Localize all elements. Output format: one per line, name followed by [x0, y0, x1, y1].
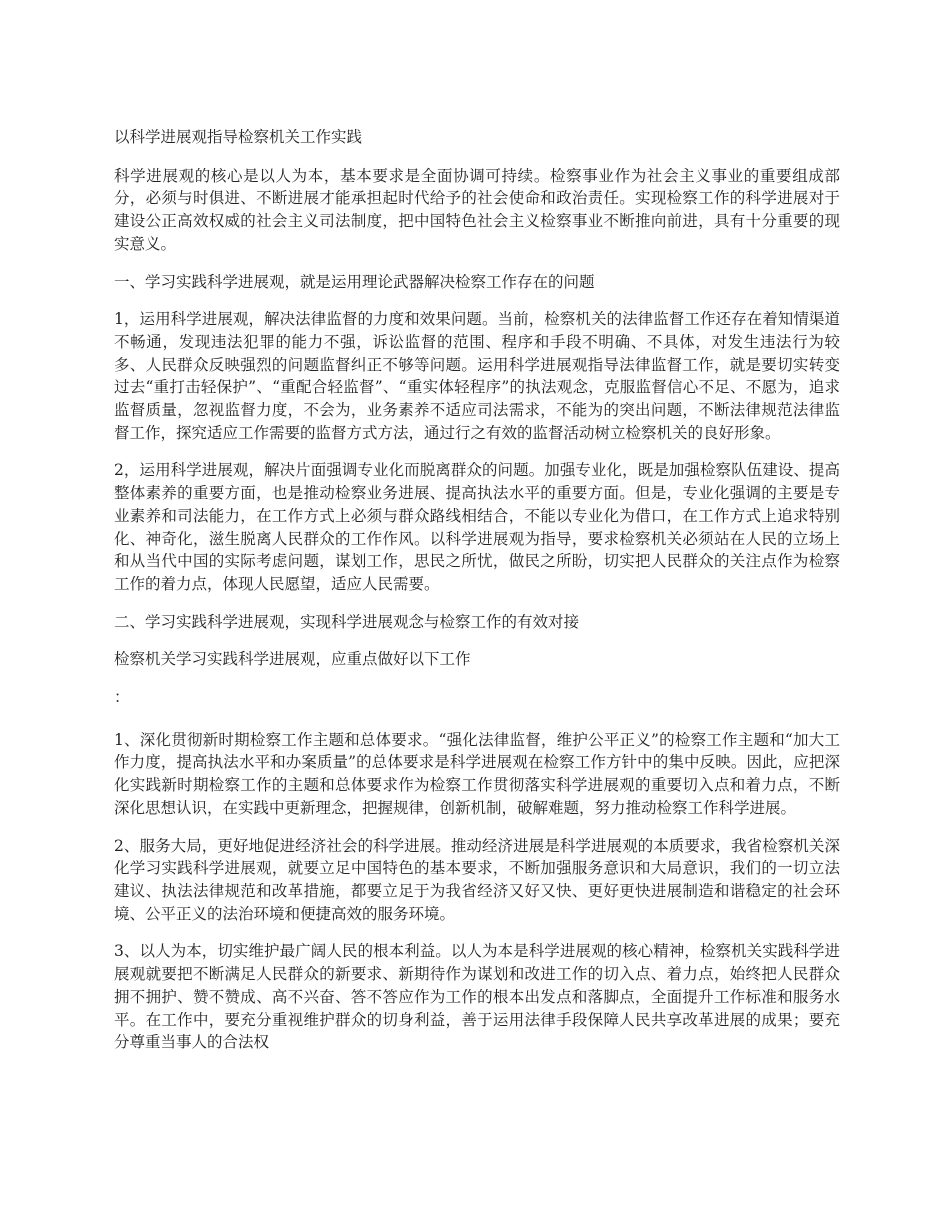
paragraph-2-1: 1、深化贯彻新时期检察工作主题和总体要求。“强化法律监督，维护公平正义”的检察工作主题和“加大工作力度，提高执法水平和办案质量”的总体要求是科学进展观在检察工作方针中的集中反映。因此，应把深化实践新时期检察工作的主题和总体要求作为检察工作贯彻落实科学进展观的重要切入点和着力点，不断深化思想认识，在实践中更新理念，把握规律，创新机制，破解难题，努力推动检察工作科学进展。 — [114, 730, 840, 817]
section-2-intro: 检察机关学习实践科学进展观，应重点做好以下工作 — [114, 650, 471, 669]
intro-paragraph: 科学进展观的核心是以人为本，基本要求是全面协调可持续。检察事业作为社会主义事业的重要组成部分，必须与时俱进、不断进展才能承担起时代给予的社会使命和政治责任。实现检察工作的科学进展对于建设公正高效权威的社会主义司法制度，把中国特色社会主义检察事业不断推向前进，具有十分重要的现实意义。 — [114, 166, 840, 253]
section-heading-1: 一、学习实践科学进展观，就是运用理论武器解决检察工作存在的问题 — [114, 272, 595, 291]
paragraph-2-2: 2、服务大局，更好地促进经济社会的科学进展。推动经济进展是科学进展观的本质要求，我省检察机关深化学习实践科学进展观，就要立足中国特色的基本要求，不断加强服务意识和大局意识，我们的一切立法建议、执法法律规范和改革措施，都要立足于为我省经济又好又快、更好更快进展制造和谐稳定的社会环境、公平正义的法治环境和便捷高效的服务环境。 — [114, 836, 840, 923]
document-body — [114, 126, 840, 1069]
colon-line: ： — [114, 688, 130, 707]
paragraph-1-2: 2，运用科学进展观，解决片面强调专业化而脱离群众的问题。加强专业化，既是加强检察队伍建设、提高整体素养的重要方面，也是推动检察业务进展、提高执法水平的重要方面。但是，专业化强调的主要是专业素养和司法能力，在工作方式上必须与群众路线相结合，不能以专业化为借口，在工作方式上追求特别化、神奇化，滋生脱离人民群众的工作作风。以科学进展观为指导，要求检察机关必须站在人民的立场上和从当代中国的实际考虑问题，谋划工作，思民之所忧，做民之所盼，切实把人民群众的关注点作为检察工作的着力点，体现人民愿望，适应人民需要。 — [114, 461, 840, 593]
paragraph-1-1: 1，运用科学进展观，解决法律监督的力度和效果问题。当前，检察机关的法律监督工作还存在着知情渠道不畅通，发现违法犯罪的能力不强，诉讼监督的范围、程序和手段不明确、不具体，对发生违法行为较多、人民群众反映强烈的问题监督纠正不够等问题。运用科学进展观指导法律监督工作，就是要切实转变过去“重打击轻保护”、“重配合轻监督”、“重实体轻程序”的执法观念，克服监督信心不足、不愿为，追求监督质量，忽视监督力度，不会为，业务素养不适应司法需求，不能为的突出问题，不断法律规范法律监督工作，探究适应工作需要的监督方式方法，通过行之有效的监督活动树立检察机关的良好形象。 — [114, 310, 840, 442]
document-title: 以科学进展观指导检察机关工作实践 — [114, 128, 363, 146]
section-heading-2: 二、学习实践科学进展观，实现科学进展观念与检察工作的有效对接 — [114, 612, 580, 631]
paragraph-2-3: 3、以人为本，切实维护最广阔人民的根本利益。以人为本是科学进展观的核心精神，检察机关实践科学进展观就要把不断满足人民群众的新要求、新期待作为谋划和改进工作的切入点、着力点，始终把人民群众拥不拥护、赞不赞成、高不兴奋、答不答应作为工作的根本出发点和落脚点，全面提升工作标准和服务水平。在工作中，要充分重视维护群众的切身利益，善于运用法律手段保障人民共享改革进展的成果；要充分尊重当事人的合法权 — [114, 942, 840, 1052]
